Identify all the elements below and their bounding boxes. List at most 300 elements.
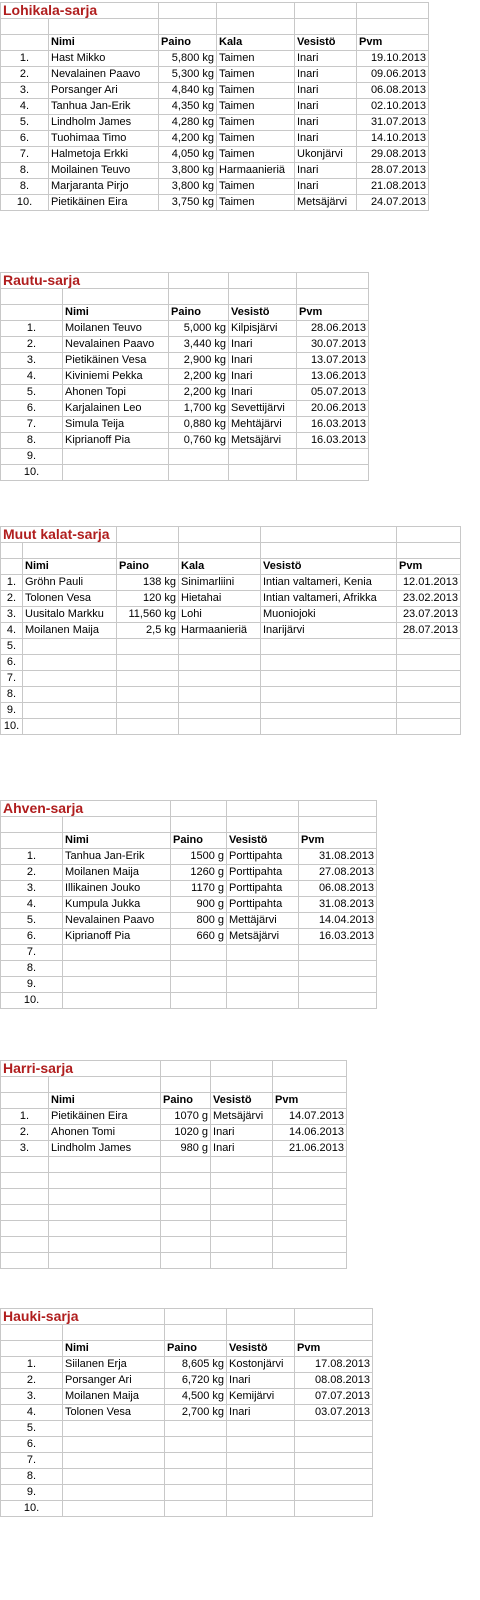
cell-nimi: Moilanen Teuvo [63, 321, 169, 337]
cell-vesisto: Inari [229, 353, 297, 369]
cell-pvm: 23.07.2013 [397, 607, 461, 623]
cell-vesisto: Inari [211, 1125, 273, 1141]
cell-nimi: Kiviniemi Pekka [63, 369, 169, 385]
empty-cell [273, 1077, 347, 1093]
lohikala-table [0, 2, 429, 211]
table-row [1, 591, 461, 607]
rank-cell: 3. [1, 607, 23, 623]
cell-vesisto: Porttipahta [227, 865, 299, 881]
cell-kala: Taimen [217, 115, 295, 131]
cell-nimi [49, 1221, 161, 1237]
cell-nimi: Moilainen Teuvo [49, 163, 159, 179]
empty-cell [1, 289, 63, 305]
table-row [1, 321, 369, 337]
empty-cell [171, 817, 227, 833]
table-row [1, 51, 429, 67]
cell-vesisto: Inari [295, 179, 357, 195]
cell-vesisto: Porttipahta [227, 881, 299, 897]
cell-vesisto [229, 465, 297, 481]
empty-cell [165, 1325, 227, 1341]
cell-nimi: Nevalainen Paavo [63, 337, 169, 353]
cell-vesisto [211, 1253, 273, 1269]
rank-cell: 7. [1, 147, 49, 163]
lohikala-spacer-row [1, 19, 429, 35]
cell-pvm: 28.07.2013 [397, 623, 461, 639]
column-header: Paino [117, 559, 179, 575]
cell-nimi [49, 1189, 161, 1205]
muut-kalat-header-row [1, 559, 461, 575]
cell-pvm: 29.08.2013 [357, 147, 429, 163]
cell-paino [117, 719, 179, 735]
column-header: Paino [171, 833, 227, 849]
cell-pvm: 13.06.2013 [297, 369, 369, 385]
table-row [1, 1373, 373, 1389]
cell-paino: 1070 g [161, 1109, 211, 1125]
rank-cell: 1. [1, 51, 49, 67]
cell-vesisto [261, 655, 397, 671]
table-row [1, 961, 377, 977]
cell-nimi [63, 945, 171, 961]
empty-cell [299, 817, 377, 833]
empty-cell [227, 1309, 295, 1325]
cell-kala: Harmaanieriä [179, 623, 261, 639]
cell-paino: 11,560 kg [117, 607, 179, 623]
harri-table [0, 1060, 347, 1269]
cell-nimi: Kumpula Jukka [63, 897, 171, 913]
empty-cell [217, 3, 295, 19]
cell-pvm: 21.06.2013 [273, 1141, 347, 1157]
rank-cell: 10. [1, 1501, 63, 1517]
empty-cell [297, 289, 369, 305]
table-row [1, 623, 461, 639]
cell-paino: 3,750 kg [159, 195, 217, 211]
empty-cell [117, 543, 179, 559]
table-row [1, 337, 369, 353]
rank-cell: 8. [1, 961, 63, 977]
empty-cell [23, 543, 117, 559]
empty-cell [295, 1325, 373, 1341]
cell-pvm: 09.06.2013 [357, 67, 429, 83]
cell-paino [169, 449, 229, 465]
table-row [1, 881, 377, 897]
cell-vesisto: Mehtäjärvi [229, 417, 297, 433]
column-header: Vesistö [227, 833, 299, 849]
cell-paino: 4,200 kg [159, 131, 217, 147]
cell-paino [171, 993, 227, 1009]
cell-paino: 8,605 kg [165, 1357, 227, 1373]
cell-pvm [299, 945, 377, 961]
empty-cell [1, 1093, 49, 1109]
muut-kalat-title: Muut kalat-sarja [1, 527, 117, 543]
rank-cell: 3. [1, 881, 63, 897]
empty-cell [1, 559, 23, 575]
cell-pvm: 08.08.2013 [295, 1373, 373, 1389]
cell-paino [165, 1485, 227, 1501]
column-header: Vesistö [227, 1341, 295, 1357]
cell-paino [117, 687, 179, 703]
empty-cell [159, 19, 217, 35]
table-row [1, 369, 369, 385]
harri-title: Harri-sarja [1, 1061, 161, 1077]
cell-vesisto [227, 1437, 295, 1453]
column-header: Kala [217, 35, 295, 51]
cell-nimi: Ahonen Tomi [49, 1125, 161, 1141]
rank-cell: 2. [1, 337, 63, 353]
rank-cell: 2. [1, 1125, 49, 1141]
table-row [1, 195, 429, 211]
table-row [1, 449, 369, 465]
cell-nimi: Pietikäinen Eira [49, 195, 159, 211]
cell-vesisto [227, 1421, 295, 1437]
rank-cell: 3. [1, 83, 49, 99]
cell-paino: 3,440 kg [169, 337, 229, 353]
cell-vesisto [227, 977, 299, 993]
cell-paino [161, 1221, 211, 1237]
cell-nimi: Moilanen Maija [63, 865, 171, 881]
lohikala-title: Lohikala-sarja [1, 3, 159, 19]
table-row [1, 1485, 373, 1501]
cell-vesisto [227, 961, 299, 977]
rank-cell: 9. [1, 977, 63, 993]
cell-kala: Lohi [179, 607, 261, 623]
empty-cell [1, 817, 63, 833]
empty-cell [397, 527, 461, 543]
column-header: Nimi [63, 833, 171, 849]
cell-kala: Taimen [217, 179, 295, 195]
cell-paino: 3,800 kg [159, 179, 217, 195]
column-header: Pvm [357, 35, 429, 51]
cell-nimi [23, 671, 117, 687]
cell-paino: 5,800 kg [159, 51, 217, 67]
cell-kala: Harmaanieriä [217, 163, 295, 179]
empty-cell [297, 273, 369, 289]
cell-paino [171, 945, 227, 961]
rautu-title-row [1, 273, 369, 289]
cell-pvm: 03.07.2013 [295, 1405, 373, 1421]
rank-cell: 2. [1, 865, 63, 881]
table-row [1, 1405, 373, 1421]
rank-cell: 6. [1, 655, 23, 671]
empty-cell [1, 305, 63, 321]
cell-nimi: Tolonen Vesa [23, 591, 117, 607]
harri-header-row [1, 1093, 347, 1109]
cell-pvm: 16.03.2013 [299, 929, 377, 945]
cell-vesisto [261, 639, 397, 655]
cell-vesisto: Porttipahta [227, 897, 299, 913]
table-row [1, 401, 369, 417]
cell-paino [117, 655, 179, 671]
cell-nimi: Nevalainen Paavo [49, 67, 159, 83]
cell-vesisto: Muoniojoki [261, 607, 397, 623]
table-row [1, 1389, 373, 1405]
rautu-section [0, 272, 369, 481]
rank-cell: 1. [1, 575, 23, 591]
cell-nimi: Lindholm James [49, 1141, 161, 1157]
cell-vesisto [211, 1237, 273, 1253]
cell-paino [169, 465, 229, 481]
cell-nimi: Uusitalo Markku [23, 607, 117, 623]
cell-pvm: 23.02.2013 [397, 591, 461, 607]
cell-vesisto: Inarijärvi [261, 623, 397, 639]
cell-paino [165, 1453, 227, 1469]
cell-nimi [63, 993, 171, 1009]
cell-nimi [63, 1421, 165, 1437]
column-header: Vesistö [295, 35, 357, 51]
rank-cell: 7. [1, 945, 63, 961]
table-row [1, 115, 429, 131]
cell-paino: 900 g [171, 897, 227, 913]
cell-vesisto: Inari [229, 385, 297, 401]
cell-vesisto [261, 671, 397, 687]
empty-cell [211, 1077, 273, 1093]
rank-cell [1, 1157, 49, 1173]
rank-cell [1, 1205, 49, 1221]
cell-vesisto [229, 449, 297, 465]
muut-kalat-spacer-row [1, 543, 461, 559]
cell-pvm: 17.08.2013 [295, 1357, 373, 1373]
cell-nimi [23, 687, 117, 703]
table-row [1, 83, 429, 99]
table-row [1, 131, 429, 147]
cell-nimi [49, 1205, 161, 1221]
lohikala-header-row [1, 35, 429, 51]
cell-paino [165, 1421, 227, 1437]
column-header: Nimi [49, 35, 159, 51]
cell-pvm: 16.03.2013 [297, 417, 369, 433]
rank-cell: 8. [1, 163, 49, 179]
cell-pvm [273, 1237, 347, 1253]
rank-cell: 10. [1, 993, 63, 1009]
rank-cell: 2. [1, 1373, 63, 1389]
cell-vesisto: Metsäjärvi [211, 1109, 273, 1125]
cell-nimi [63, 1453, 165, 1469]
cell-paino: 2,5 kg [117, 623, 179, 639]
table-row [1, 385, 369, 401]
cell-kala: Taimen [217, 131, 295, 147]
cell-paino: 1020 g [161, 1125, 211, 1141]
cell-vesisto: Inari [229, 369, 297, 385]
cell-nimi [63, 961, 171, 977]
harri-spacer-row [1, 1077, 347, 1093]
table-row [1, 849, 377, 865]
table-row [1, 719, 461, 735]
cell-kala [179, 655, 261, 671]
table-row [1, 575, 461, 591]
rank-cell: 8. [1, 687, 23, 703]
empty-cell [63, 1325, 165, 1341]
cell-paino: 5,300 kg [159, 67, 217, 83]
empty-cell [1, 1325, 63, 1341]
cell-vesisto [261, 719, 397, 735]
ahven-header-row [1, 833, 377, 849]
cell-paino: 6,720 kg [165, 1373, 227, 1389]
cell-paino: 120 kg [117, 591, 179, 607]
empty-cell [1, 1077, 49, 1093]
cell-kala: Taimen [217, 195, 295, 211]
cell-nimi [63, 1469, 165, 1485]
cell-vesisto: Intian valtameri, Afrikka [261, 591, 397, 607]
cell-paino: 2,900 kg [169, 353, 229, 369]
empty-cell [261, 527, 397, 543]
cell-paino [171, 977, 227, 993]
rank-cell: 7. [1, 417, 63, 433]
cell-pvm [397, 703, 461, 719]
cell-nimi: Hast Mikko [49, 51, 159, 67]
cell-kala [179, 703, 261, 719]
lohikala-section [0, 2, 429, 211]
cell-paino: 1170 g [171, 881, 227, 897]
cell-pvm [273, 1173, 347, 1189]
cell-paino [117, 671, 179, 687]
table-row [1, 1189, 347, 1205]
cell-nimi [63, 1485, 165, 1501]
table-row [1, 353, 369, 369]
rank-cell: 1. [1, 321, 63, 337]
hauki-title-row [1, 1309, 373, 1325]
cell-nimi: Tuohimaa Timo [49, 131, 159, 147]
cell-vesisto [227, 945, 299, 961]
cell-pvm: 24.07.2013 [357, 195, 429, 211]
cell-pvm [295, 1453, 373, 1469]
table-row [1, 99, 429, 115]
empty-cell [165, 1309, 227, 1325]
empty-cell [169, 273, 229, 289]
cell-pvm: 14.04.2013 [299, 913, 377, 929]
table-row [1, 977, 377, 993]
empty-cell [397, 543, 461, 559]
rank-cell: 10. [1, 195, 49, 211]
rank-cell: 9. [1, 703, 23, 719]
cell-pvm [273, 1189, 347, 1205]
cell-pvm: 28.06.2013 [297, 321, 369, 337]
cell-pvm: 27.08.2013 [299, 865, 377, 881]
cell-pvm [397, 719, 461, 735]
cell-nimi [49, 1237, 161, 1253]
cell-vesisto [227, 1469, 295, 1485]
rank-cell: 6. [1, 401, 63, 417]
rank-cell: 10. [1, 465, 63, 481]
empty-cell [229, 289, 297, 305]
cell-paino [161, 1157, 211, 1173]
cell-pvm: 12.01.2013 [397, 575, 461, 591]
cell-paino: 0,880 kg [169, 417, 229, 433]
cell-nimi [49, 1253, 161, 1269]
cell-pvm: 14.06.2013 [273, 1125, 347, 1141]
rank-cell: 5. [1, 1421, 63, 1437]
cell-pvm [397, 639, 461, 655]
table-row [1, 945, 377, 961]
harri-section [0, 1060, 347, 1269]
cell-vesisto: Inari [227, 1373, 295, 1389]
cell-pvm: 05.07.2013 [297, 385, 369, 401]
cell-nimi: Gröhn Pauli [23, 575, 117, 591]
empty-cell [179, 543, 261, 559]
empty-cell [227, 817, 299, 833]
rank-cell: 5. [1, 639, 23, 655]
cell-paino: 4,500 kg [165, 1389, 227, 1405]
cell-vesisto [211, 1205, 273, 1221]
empty-cell [1, 833, 63, 849]
cell-pvm: 13.07.2013 [297, 353, 369, 369]
column-header: Pvm [397, 559, 461, 575]
rank-cell: 2. [1, 67, 49, 83]
empty-cell [161, 1061, 211, 1077]
empty-cell [273, 1061, 347, 1077]
cell-paino: 1500 g [171, 849, 227, 865]
cell-vesisto: Kilpisjärvi [229, 321, 297, 337]
cell-kala: Taimen [217, 99, 295, 115]
cell-vesisto: Inari [295, 67, 357, 83]
table-row [1, 1109, 347, 1125]
cell-paino [171, 961, 227, 977]
cell-pvm: 21.08.2013 [357, 179, 429, 195]
empty-cell [171, 801, 227, 817]
table-row [1, 639, 461, 655]
rank-cell: 6. [1, 929, 63, 945]
cell-kala: Hietahai [179, 591, 261, 607]
cell-nimi: Lindholm James [49, 115, 159, 131]
cell-nimi: Illikainen Jouko [63, 881, 171, 897]
column-header: Vesistö [261, 559, 397, 575]
cell-nimi [63, 449, 169, 465]
cell-nimi: Kiprianoff Pia [63, 433, 169, 449]
cell-nimi: Halmetoja Erkki [49, 147, 159, 163]
cell-pvm: 06.08.2013 [357, 83, 429, 99]
rank-cell: 6. [1, 1437, 63, 1453]
rank-cell: 5. [1, 115, 49, 131]
empty-cell [179, 527, 261, 543]
cell-nimi [23, 719, 117, 735]
cell-nimi: Tanhua Jan-Erik [63, 849, 171, 865]
ahven-spacer-row [1, 817, 377, 833]
table-row [1, 1173, 347, 1189]
cell-vesisto: Ukonjärvi [295, 147, 357, 163]
table-row [1, 1125, 347, 1141]
empty-cell [261, 543, 397, 559]
column-header: Paino [161, 1093, 211, 1109]
cell-paino [161, 1253, 211, 1269]
cell-pvm [299, 961, 377, 977]
rank-cell: 3. [1, 353, 63, 369]
cell-pvm [297, 449, 369, 465]
cell-nimi [23, 639, 117, 655]
table-row [1, 607, 461, 623]
cell-paino [161, 1205, 211, 1221]
cell-pvm: 14.07.2013 [273, 1109, 347, 1125]
table-row [1, 913, 377, 929]
cell-vesisto: Inari [295, 99, 357, 115]
table-row [1, 1253, 347, 1269]
table-row [1, 865, 377, 881]
table-row [1, 929, 377, 945]
empty-cell [161, 1077, 211, 1093]
empty-cell [1, 543, 23, 559]
rank-cell [1, 1253, 49, 1269]
column-header: Pvm [297, 305, 369, 321]
cell-paino [161, 1173, 211, 1189]
empty-cell [169, 289, 229, 305]
cell-kala [179, 719, 261, 735]
cell-paino [165, 1469, 227, 1485]
cell-pvm [299, 993, 377, 1009]
rank-cell [1, 1237, 49, 1253]
cell-pvm: 19.10.2013 [357, 51, 429, 67]
cell-kala: Taimen [217, 51, 295, 67]
column-header: Pvm [295, 1341, 373, 1357]
cell-pvm [273, 1157, 347, 1173]
cell-vesisto: Inari [295, 163, 357, 179]
table-row [1, 1141, 347, 1157]
